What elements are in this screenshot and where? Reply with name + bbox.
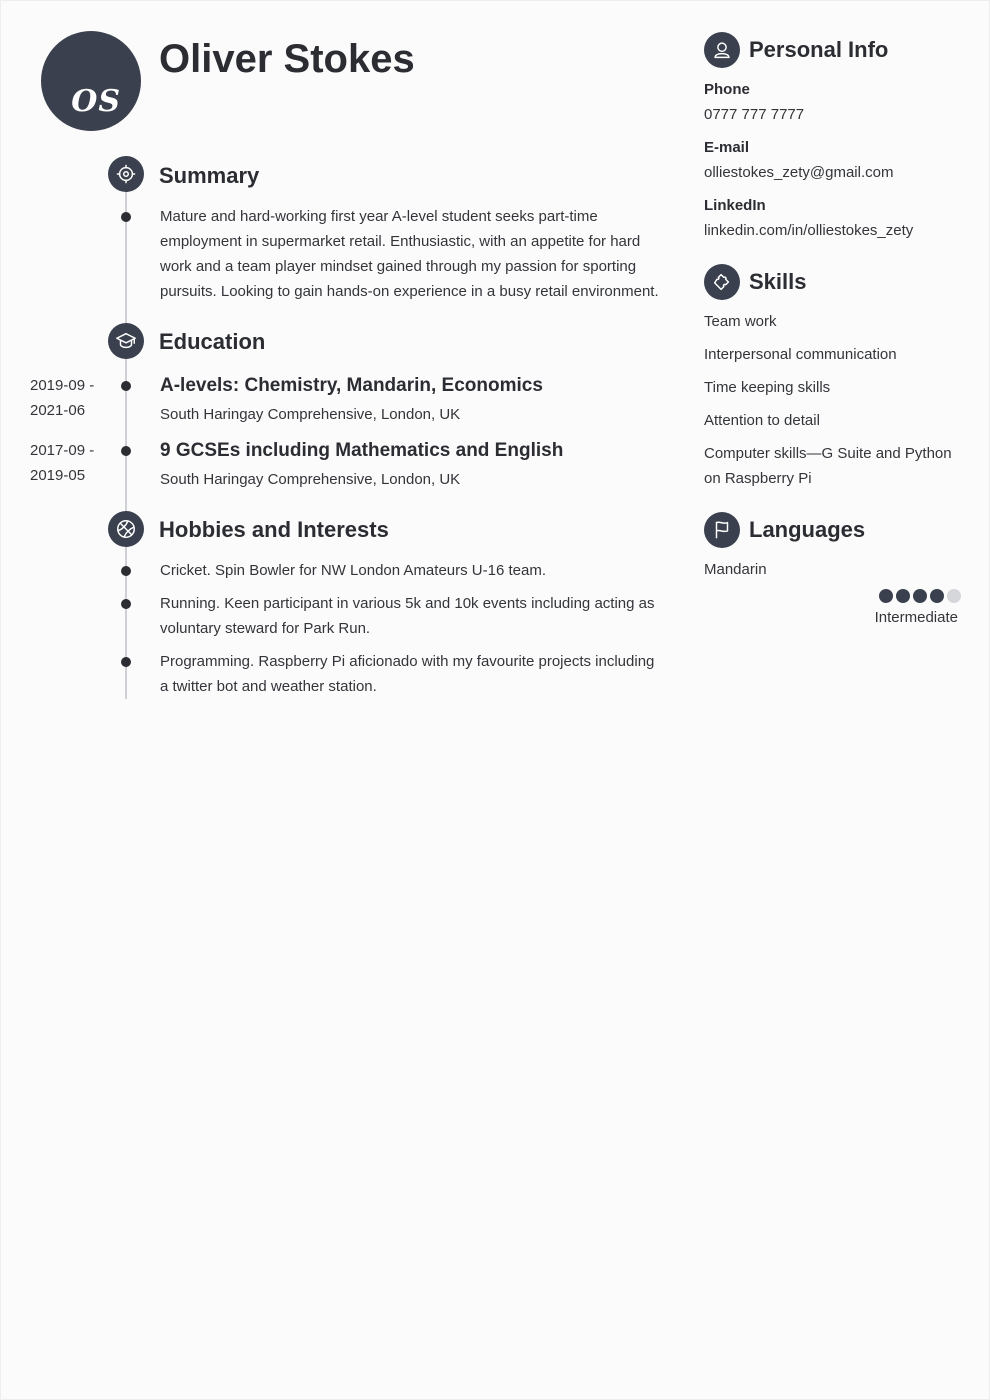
education-bullet xyxy=(121,446,131,456)
skill-item: Attention to detail xyxy=(704,412,820,429)
target-icon xyxy=(108,156,144,192)
education-heading: Education xyxy=(159,329,266,354)
summary-heading: Summary xyxy=(159,163,260,188)
hobby-bullet xyxy=(121,566,131,576)
monogram-initials: OS xyxy=(71,84,121,119)
education-date xyxy=(30,373,110,423)
rating-dot-filled xyxy=(896,589,910,603)
personal-info-heading: Personal Info xyxy=(749,37,889,62)
hobby-bullet xyxy=(121,599,131,609)
email-label: E-mail xyxy=(704,139,750,156)
language-level: Intermediate xyxy=(874,609,958,626)
skill-item: Computer skills—G Suite and Python on Raspberry Pi xyxy=(704,445,952,487)
education-school: South Haringay Comprehensive, London, UK xyxy=(160,471,461,488)
summary-text: Mature and hard-working first year A-level student seeks part-time employment in supermarket retail. Enthusiastic, with an appetite for hard work and a team player mindset gained through my passion for sporting pursuits. Looking to gain hands-on experience in a busy retail environment. xyxy=(160,208,659,300)
rating-dot-empty xyxy=(947,589,961,603)
flag-icon xyxy=(704,512,740,548)
hobbies-heading: Hobbies and Interests xyxy=(159,517,389,542)
skill-item: Team work xyxy=(704,313,777,330)
education-degree: 9 GCSEs including Mathematics and English xyxy=(160,440,564,461)
skill-item: Time keeping skills xyxy=(704,379,831,396)
phone-value: 0777 777 7777 xyxy=(704,106,805,123)
education-date-end: 2019-05 xyxy=(30,467,86,484)
phone-label: Phone xyxy=(704,81,750,98)
skills-heading: Skills xyxy=(749,269,807,294)
education-date-start: 2019-09 - xyxy=(30,377,95,394)
linkedin-value[interactable]: linkedin.com/in/olliestokes_zety xyxy=(704,222,914,239)
education-date xyxy=(30,438,110,488)
hobby-item: Cricket. Spin Bowler for NW London Amateurs U-16 team. xyxy=(160,562,546,579)
languages-heading: Languages xyxy=(749,517,866,542)
rating-dot-filled xyxy=(879,589,893,603)
monogram-badge xyxy=(41,31,141,131)
puzzle-icon xyxy=(704,264,740,300)
education-degree: A-levels: Chemistry, Mandarin, Economics xyxy=(160,375,543,396)
timeline-line xyxy=(125,191,127,699)
rating-dot-filled xyxy=(913,589,927,603)
hobby-bullet xyxy=(121,657,131,667)
candidate-name: Oliver Stokes xyxy=(159,37,415,81)
hobby-item: Programming. Raspberry Pi aficionado with my favourite projects including a twitter bot and weather station. xyxy=(160,653,655,695)
email-value[interactable]: olliestokes_zety@gmail.com xyxy=(704,164,894,181)
education-date-start: 2017-09 - xyxy=(30,442,95,459)
language-name: Mandarin xyxy=(704,561,767,578)
hobby-item: Running. Keen participant in various 5k and 10k events including acting as voluntary steward for Park Run. xyxy=(160,595,655,637)
summary-bullet xyxy=(121,212,131,222)
language-rating xyxy=(879,589,961,603)
education-bullet xyxy=(121,381,131,391)
skill-item: Interpersonal communication xyxy=(704,346,897,363)
person-icon xyxy=(704,32,740,68)
education-school: South Haringay Comprehensive, London, UK xyxy=(160,406,461,423)
basketball-icon xyxy=(108,511,144,547)
graduation-cap-icon xyxy=(108,323,144,359)
linkedin-label: LinkedIn xyxy=(704,197,766,214)
education-date-end: 2021-06 xyxy=(30,402,86,419)
rating-dot-filled xyxy=(930,589,944,603)
